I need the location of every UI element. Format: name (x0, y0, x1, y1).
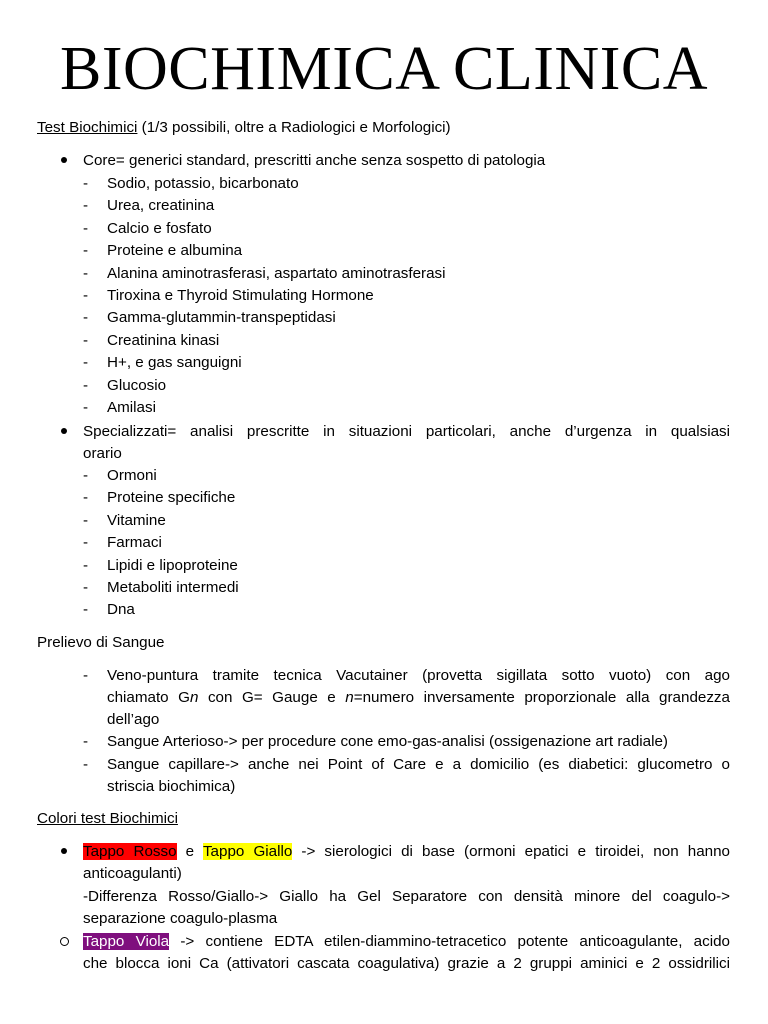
heading-note: (1/3 possibili, oltre a Radiologici e Morfologici) (137, 119, 451, 136)
list-dash: - (83, 399, 89, 416)
bullet-circle-icon (60, 937, 69, 946)
italic-n: n (189, 689, 199, 706)
text-run: -> contiene EDTA etilen-diammino-tetracetico potente anticoagulante, acido (169, 933, 730, 950)
list-dash: - (83, 175, 89, 192)
bullet-disc-icon (61, 157, 67, 163)
list-item: Calcio e fosfato (107, 219, 212, 237)
list-item: Dna (107, 601, 135, 619)
list-item: Alanina aminotrasferasi, aspartato aminotrasferasi (107, 264, 446, 282)
section-heading-test-biochimici (37, 118, 451, 137)
colori-item1-line2: anticoagulanti) (83, 865, 182, 882)
list-item: Creatinina kinasi (107, 331, 220, 349)
list-dash: - (83, 197, 89, 215)
prelievo-item2: Sangue Arterioso-> per procedure cone emo-gas-analisi (ossigenazione art radiale) (107, 733, 668, 750)
list-item: Gamma-glutammin-transpeptidasi (107, 309, 336, 327)
prelievo-item3-line1: Sangue capillare-> anche nei Point of Care e a domicilio (es diabetici: glucometro o (107, 756, 730, 773)
bullet-disc-icon (61, 848, 67, 854)
prelievo-item1-line1: Veno-puntura tramite tecnica Vacutainer (provetta sigillata sotto vuoto) con ago (107, 667, 730, 684)
section-heading-colori (37, 809, 178, 828)
text-run: e (176, 843, 203, 860)
list-dash: - (83, 219, 89, 237)
list-item: Amilasi (107, 399, 156, 416)
colori-item2-line2: che blocca ioni Ca (attivatori cascata coagulativa) grazie a 2 gruppi aminici e 2 ossidrilici (83, 955, 730, 972)
list-dash: - (83, 309, 89, 327)
prelievo-item1-line3: dell’ago (107, 711, 160, 728)
specialized-bullet-text-line2: orario (83, 445, 122, 462)
list-dash: - (83, 579, 89, 596)
text-run: chiamato G (107, 689, 190, 706)
colori-item1-line3: -Differenza Rosso/Giallo-> Giallo ha Gel Separatore con densità minore del coagulo-> (83, 888, 730, 905)
tappo-giallo-highlight: Tappo Giallo (202, 843, 293, 860)
tappo-viola-highlight: Tappo Viola (83, 933, 170, 950)
text-run: =numero inversamente proporzionale alla grandezza (353, 689, 730, 706)
text-run: -> sierologici di base (ormoni epatici e tiroidei, non hanno (292, 843, 730, 860)
list-item: Ormoni (107, 467, 157, 484)
list-dash: - (83, 287, 89, 304)
list-item: Tiroxina e Thyroid Stimulating Hormone (107, 287, 374, 304)
list-dash: - (83, 354, 89, 372)
heading-underlined: Test Biochimici (37, 119, 138, 136)
specialized-bullet-text-line1: Specializzati= analisi prescritte in situazioni particolari, anche d’urgenza in qualsiasi (83, 423, 730, 440)
list-item: H+, e gas sanguigni (107, 354, 242, 372)
list-dash: - (83, 489, 89, 507)
list-dash: - (83, 467, 89, 484)
section-heading-prelievo: Prelievo di Sangue (37, 634, 165, 651)
list-dash: - (83, 242, 89, 260)
prelievo-item1-line2 (107, 688, 730, 707)
bullet-disc-icon (61, 428, 67, 434)
tappo-rosso-highlight: Tappo Rosso (83, 843, 177, 860)
list-dash: - (83, 376, 89, 394)
list-dash: - (83, 733, 89, 750)
list-item: Urea, creatinina (107, 197, 215, 215)
list-item: Sodio, potassio, bicarbonato (107, 175, 299, 192)
list-dash: - (83, 601, 89, 619)
heading-underlined: Colori test Biochimici (37, 810, 178, 827)
list-item: Farmaci (107, 534, 162, 552)
list-item: Metaboliti intermedi (107, 579, 239, 596)
list-item: Proteine e albumina (107, 242, 243, 260)
core-bullet-text: Core= generici standard, prescritti anche senza sospetto di patologia (83, 152, 546, 169)
list-dash: - (83, 667, 89, 684)
list-dash: - (83, 534, 89, 552)
colori-item1-line1 (83, 842, 730, 861)
document-title: BIOCHIMICA CLINICA (60, 35, 708, 103)
list-item: Lipidi e lipoproteine (107, 556, 238, 574)
list-dash: - (83, 511, 89, 529)
list-dash: - (83, 264, 89, 282)
list-dash: - (83, 556, 89, 574)
list-item: Vitamine (107, 511, 166, 529)
text-run: con G= Gauge e (198, 689, 346, 706)
list-dash: - (83, 331, 89, 349)
colori-item2-line1 (83, 932, 730, 951)
list-item: Glucosio (107, 376, 167, 394)
list-dash: - (83, 756, 89, 773)
italic-n: n (345, 689, 354, 706)
prelievo-item3-line2: striscia biochimica) (107, 778, 236, 795)
list-item: Proteine specifiche (107, 489, 236, 507)
colori-item1-line4: separazione coagulo-plasma (83, 910, 278, 927)
